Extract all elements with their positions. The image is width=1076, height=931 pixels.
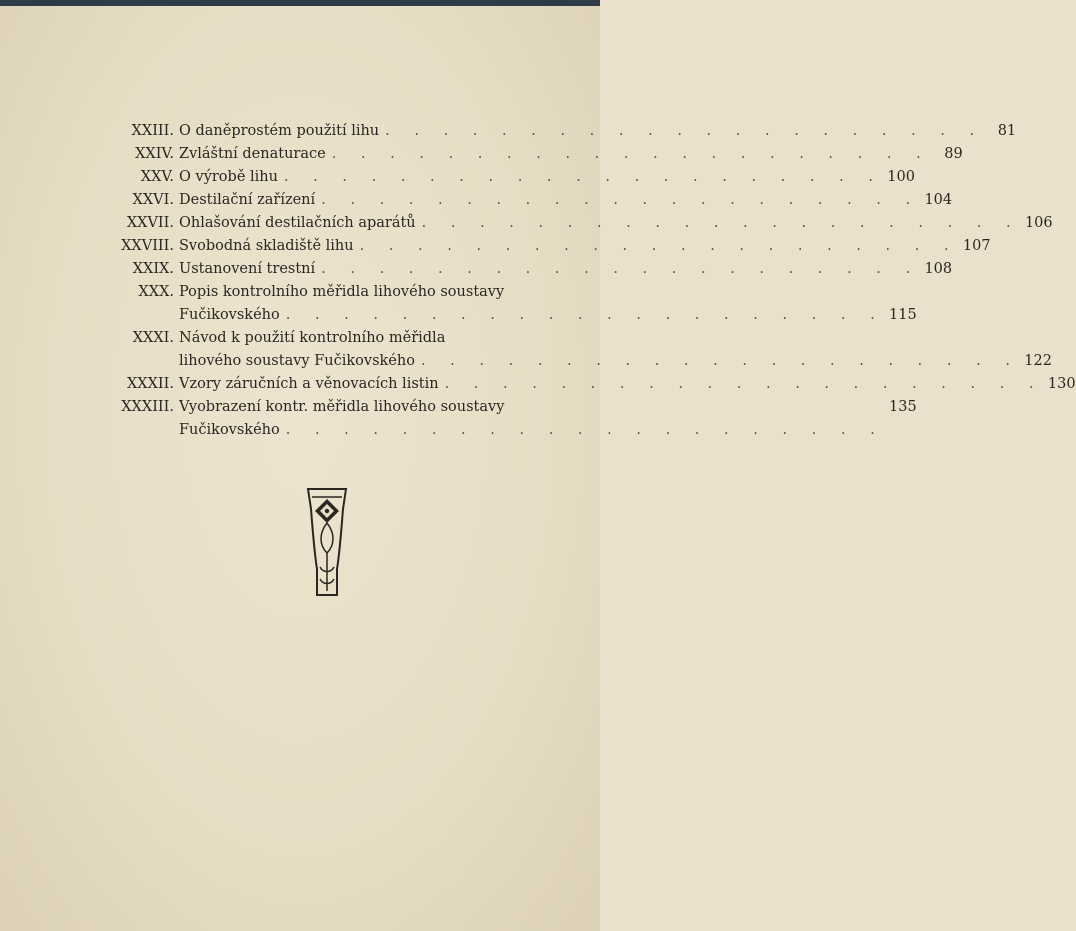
page-number: 122 <box>1024 353 1052 369</box>
chapter-title: Vyobrazení kontr. měřidla lihového soustavy <box>179 399 505 415</box>
dot-leader: . . . . . . . . . . . . . . . . . . . . . <box>331 146 931 162</box>
chapter-number: XXIV. <box>135 146 174 162</box>
dot-leader: . . . . . . . . . . . . . . . . . . . . . <box>359 238 959 254</box>
chapter-title: O výrobě lihu <box>179 169 278 185</box>
page-number: 115 <box>889 307 917 323</box>
chapter-title: lihového soustavy Fučikovského <box>179 353 415 369</box>
toc-entry <box>100 120 1017 143</box>
chapter-title: O daněprostém použití lihu <box>179 123 380 139</box>
dot-leader: . . . . . . . . . . . . . . . . . . . . . <box>385 123 985 139</box>
chapter-number: XXXI. <box>132 330 174 346</box>
chapter-title: Svobodná skladiště lihu <box>179 238 354 254</box>
chapter-number: XXXII. <box>126 376 174 392</box>
toc-entry <box>100 143 963 166</box>
chapter-title: Ohlašování destilačních aparátů <box>179 215 416 231</box>
toc-entry <box>100 166 915 189</box>
toc-entry <box>100 327 1052 373</box>
page-number: 106 <box>1024 215 1053 231</box>
dot-leader: . . . . . . . . . . . . . . . . . . . . . <box>321 261 921 277</box>
chapter-title: Vzory záručních a věnovacích listin <box>179 376 439 392</box>
page-number: 135 <box>889 399 917 415</box>
chapter-number: XXXIII. <box>121 399 174 415</box>
chapter-number: XXVII. <box>126 215 174 231</box>
toc-entry <box>100 281 917 327</box>
art-nouveau-vase-ornament-icon <box>307 487 347 599</box>
chapter-number: XXX. <box>138 284 174 300</box>
chapter-title: Zvláštní denaturace <box>179 146 326 162</box>
toc-entry <box>100 212 1053 235</box>
page-number: 81 <box>997 123 1017 139</box>
chapter-number: XXVI. <box>132 192 174 208</box>
chapter-number: XXVIII. <box>121 238 174 254</box>
chapter-number: XXIX. <box>132 261 174 277</box>
toc-entry <box>100 258 953 281</box>
chapter-title: Fučikovského <box>179 307 280 323</box>
chapter-number: XXV. <box>140 169 174 185</box>
toc-entry <box>100 396 917 442</box>
chapter-number: XXIII. <box>131 123 174 139</box>
page-number: 107 <box>962 238 991 254</box>
dot-leader: . . . . . . . . . . . . . . . . . . . . . <box>321 192 921 208</box>
page-number: 100 <box>887 169 915 185</box>
dot-leader: . . . . . . . . . . . . . . . . . . . . . <box>283 169 883 185</box>
page-number: 89 <box>944 146 963 162</box>
toc-entry <box>100 189 953 212</box>
dot-leader: . . . . . . . . . . . . . . . . . . . . . <box>421 215 1021 231</box>
page-number: 104 <box>924 192 953 208</box>
page-number: 130 <box>1047 376 1076 392</box>
dot-leader: . . . . . . . . . . . . . . . . . . . . . <box>285 307 885 323</box>
chapter-title: Destilační zařízení <box>179 192 316 208</box>
dot-leader: . . . . . . . . . . . . . . . . . . . . . <box>444 376 1044 392</box>
chapter-title: Popis kontrolního měřidla lihového soustavy <box>179 284 505 300</box>
toc-entry <box>100 235 991 258</box>
toc-entry <box>100 373 1076 396</box>
table-of-contents <box>100 120 1076 442</box>
page-number: 108 <box>924 261 953 277</box>
dot-leader: . . . . . . . . . . . . . . . . . . . . . <box>285 422 885 438</box>
chapter-title: Ustanovení trestní <box>179 261 316 277</box>
chapter-title: Návod k použití kontrolního měřidla <box>179 330 446 346</box>
page-edge-strip <box>0 0 600 6</box>
dot-leader: . . . . . . . . . . . . . . . . . . . . . <box>420 353 1020 369</box>
chapter-title: Fučikovského <box>179 422 280 438</box>
